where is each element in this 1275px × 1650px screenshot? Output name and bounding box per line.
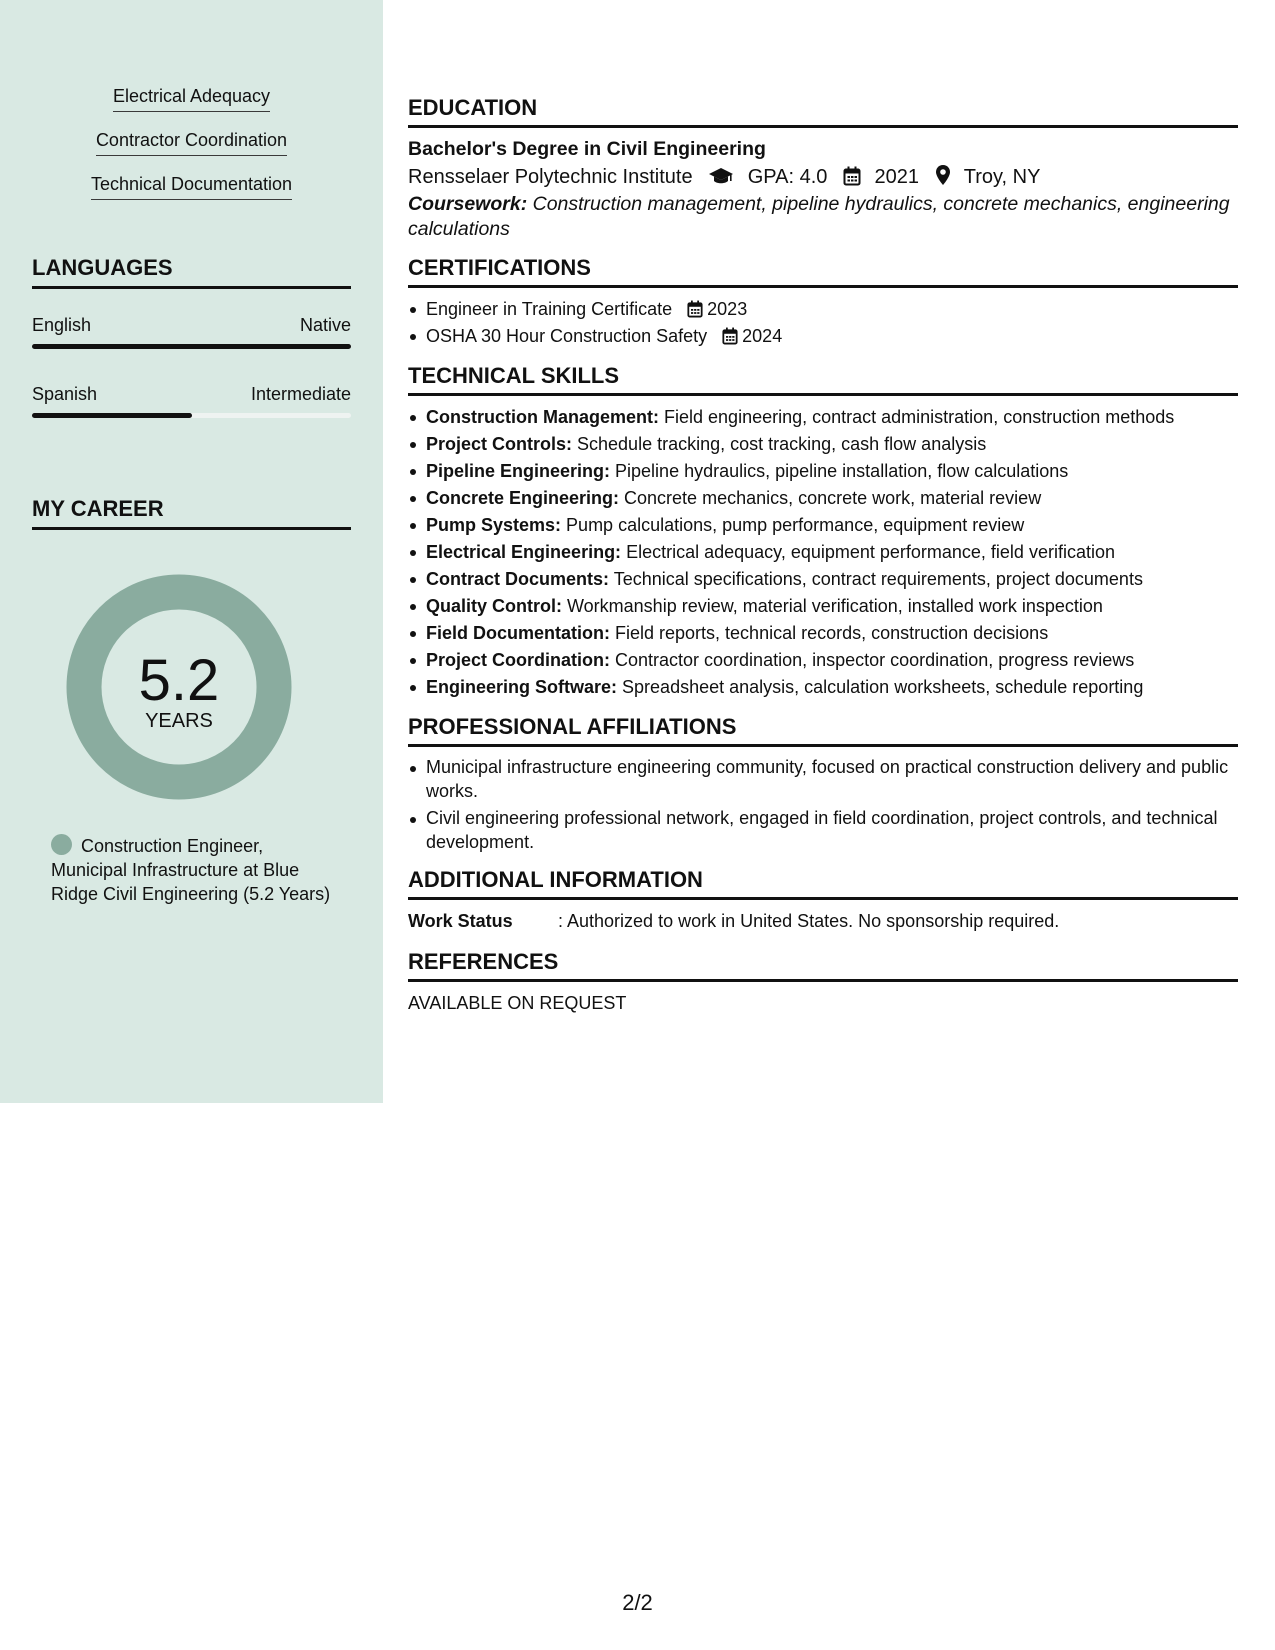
education-coursework xyxy=(408,192,1238,242)
career-years-value: 5.2 xyxy=(138,648,220,713)
skill-tag: Contractor Coordination xyxy=(96,128,287,156)
coursework-text: Construction management, pipeline hydraulics, concrete mechanics, engineering calculations xyxy=(408,193,1230,240)
career-item xyxy=(51,834,331,906)
skill-label: Project Controls: xyxy=(426,434,573,454)
work-status-row xyxy=(408,908,1238,934)
list-item: Civil engineering professional network, engaged in field coordination, project controls, and technical development. xyxy=(426,806,1238,854)
career-heading: MY CAREER xyxy=(32,495,351,530)
skill-text: Contractor coordination, inspector coordination, progress reviews xyxy=(610,650,1135,670)
references-section xyxy=(408,948,1238,1016)
career-years-unit: YEARS xyxy=(145,710,213,732)
skill-text: Field reports, technical records, construction decisions xyxy=(610,623,1049,643)
languages-heading: LANGUAGES xyxy=(32,254,351,289)
skill-label: Engineering Software: xyxy=(426,677,618,697)
language-bar-spanish xyxy=(32,413,351,418)
list-item: Municipal infrastructure engineering community, focused on practical construction delivery and public works. xyxy=(426,755,1238,803)
education-degree: Bachelor's Degree in Civil Engineering xyxy=(408,138,766,160)
skill-text: Workmanship review, material verification, installed work inspection xyxy=(562,596,1103,616)
language-bar-fill xyxy=(32,413,192,418)
certification-name: Engineer in Training Certificate xyxy=(426,299,673,319)
certifications-section xyxy=(408,254,1238,350)
references-text: AVAILABLE ON REQUEST xyxy=(408,993,627,1013)
skill-label: Quality Control: xyxy=(426,596,562,616)
language-name: English xyxy=(32,315,92,335)
education-year: 2021 xyxy=(874,166,920,188)
list-item xyxy=(426,323,1238,350)
skill-text: Pipeline hydraulics, pipeline installation, flow calculations xyxy=(610,461,1069,481)
list-item xyxy=(426,674,1238,701)
list-item xyxy=(426,404,1238,431)
page-number: 2/2 xyxy=(622,1590,653,1615)
skill-text: Pump calculations, pump performance, equipment review xyxy=(561,515,1025,535)
graduation-cap-icon xyxy=(708,166,734,186)
skill-text: Spreadsheet analysis, calculation worksheets, schedule reporting xyxy=(617,677,1144,697)
affiliations-list xyxy=(408,755,1238,854)
skill-label: Project Coordination: xyxy=(426,650,610,670)
affiliations-section xyxy=(408,713,1238,854)
work-status-value: : Authorized to work in United States. No sponsorship required. xyxy=(558,911,1060,931)
certification-year: 2024 xyxy=(742,326,783,346)
career-donut-chart xyxy=(66,574,292,800)
sidebar xyxy=(0,0,383,1103)
list-item xyxy=(426,647,1238,674)
skill-label: Concrete Engineering: xyxy=(426,488,620,508)
certification-year: 2023 xyxy=(707,299,748,319)
calendar-icon xyxy=(687,300,703,318)
skill-label: Electrical Engineering: xyxy=(426,542,622,562)
education-gpa: GPA: 4.0 xyxy=(747,166,828,188)
skill-tag: Technical Documentation xyxy=(91,172,292,200)
calendar-icon xyxy=(843,166,861,186)
list-item xyxy=(426,458,1238,485)
main-content xyxy=(408,94,1238,1016)
education-section xyxy=(408,94,1238,242)
language-row-spanish xyxy=(32,382,351,406)
education-location: Troy, NY xyxy=(963,166,1041,188)
coursework-label: Coursework: xyxy=(408,193,528,215)
language-row-english xyxy=(32,313,351,337)
skill-tag: Electrical Adequacy xyxy=(113,84,270,112)
skill-label: Construction Management: xyxy=(426,407,660,427)
skill-label: Contract Documents: xyxy=(426,569,610,589)
skill-label: Field Documentation: xyxy=(426,623,610,643)
affiliations-heading: PROFESSIONAL AFFILIATIONS xyxy=(408,713,1238,747)
certifications-heading: CERTIFICATIONS xyxy=(408,254,1238,288)
language-name: Spanish xyxy=(32,384,98,404)
education-heading: EDUCATION xyxy=(408,94,1238,128)
technical-skills-list xyxy=(408,404,1238,701)
additional-info-heading: ADDITIONAL INFORMATION xyxy=(408,866,1238,900)
education-school: Rensselaer Polytechnic Institute xyxy=(408,166,693,188)
education-meta xyxy=(408,162,1238,192)
skill-label: Pump Systems: xyxy=(426,515,562,535)
list-item xyxy=(426,620,1238,647)
work-status-label: Work Status xyxy=(408,911,513,931)
skill-text: Technical specifications, contract requirements, project documents xyxy=(609,569,1143,589)
language-level: Native xyxy=(299,315,351,335)
technical-skills-section xyxy=(408,362,1238,701)
location-pin-icon xyxy=(935,164,951,186)
career-legend-dot xyxy=(51,834,72,855)
list-item xyxy=(426,296,1238,323)
language-level: Intermediate xyxy=(250,384,351,404)
language-bar-english xyxy=(32,344,351,349)
career-item-text: Construction Engineer, Municipal Infrastructure at Blue Ridge Civil Engineering (5.2 Years) xyxy=(51,836,331,904)
skill-label: Pipeline Engineering: xyxy=(426,461,611,481)
skill-text: Field engineering, contract administration, construction methods xyxy=(659,407,1175,427)
additional-info-section xyxy=(408,866,1238,934)
calendar-icon xyxy=(722,327,738,345)
certifications-list xyxy=(408,296,1238,350)
certification-name: OSHA 30 Hour Construction Safety xyxy=(426,326,708,346)
technical-skills-heading: TECHNICAL SKILLS xyxy=(408,362,1238,396)
list-item xyxy=(426,593,1238,620)
skill-text: Electrical adequacy, equipment performance, field verification xyxy=(621,542,1115,562)
list-item xyxy=(426,539,1238,566)
list-item xyxy=(426,485,1238,512)
skill-text: Concrete mechanics, concrete work, material review xyxy=(619,488,1042,508)
list-item xyxy=(426,431,1238,458)
skill-tags xyxy=(32,84,351,216)
language-bar-fill xyxy=(32,344,351,349)
skill-text: Schedule tracking, cost tracking, cash flow analysis xyxy=(572,434,987,454)
list-item xyxy=(426,566,1238,593)
list-item xyxy=(426,512,1238,539)
references-heading: REFERENCES xyxy=(408,948,1238,982)
